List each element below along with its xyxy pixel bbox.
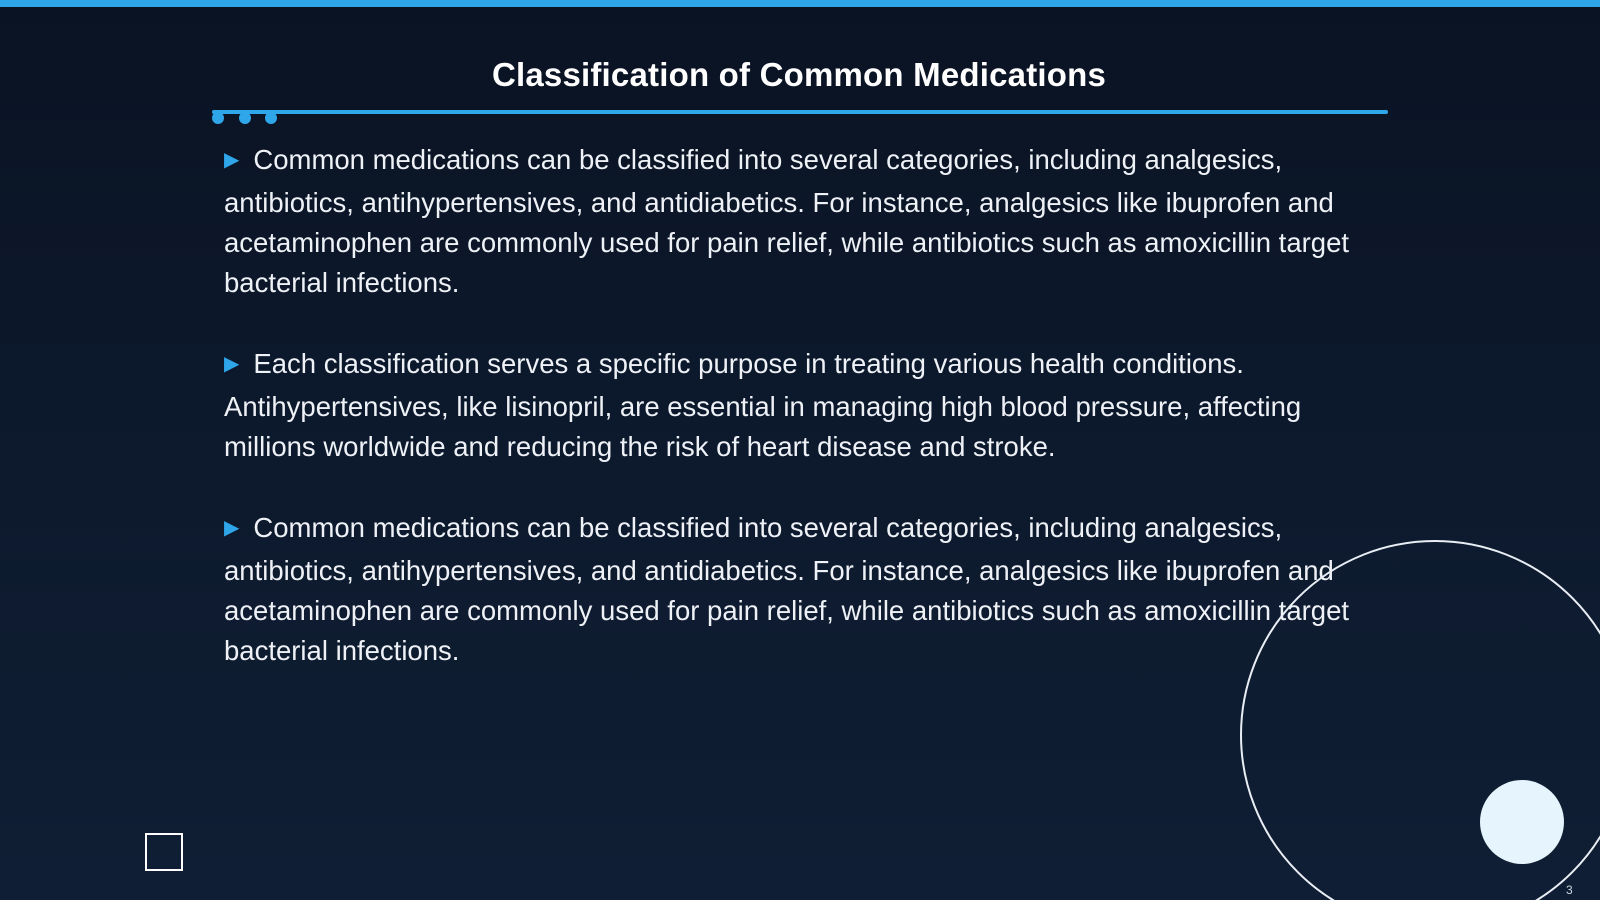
bullet-triangle-icon: ▶ xyxy=(224,149,240,171)
paragraph-text: Common medications can be classified into several categories, including analgesics, antibiotics, antihypertensives, and antidiabetics. For instance, analgesics like ibuprofen and acetaminophen are commonly used for pain relief, while antibiotics such as amoxicillin target bacterial infections. xyxy=(224,144,1350,298)
paragraph-text: Each classification serves a specific purpose in treating various health conditions. Antihypertensives, like lisinopril, are essential in managing high blood pressure, affecting millions worldwide and reducing the risk of heart disease and stroke. xyxy=(224,348,1302,462)
page-number: 3 xyxy=(1566,883,1573,897)
decorative-dot xyxy=(212,112,224,124)
decorative-dot xyxy=(265,112,277,124)
decorative-orb xyxy=(1480,780,1564,864)
bullet-paragraph-1 xyxy=(224,140,1369,303)
decorative-square xyxy=(145,833,183,871)
bullet-triangle-icon: ▶ xyxy=(224,353,240,375)
decorative-dot xyxy=(239,112,251,124)
top-accent-bar xyxy=(0,0,1600,7)
bullet-paragraph-3 xyxy=(224,508,1369,671)
title-underline xyxy=(212,110,1388,114)
paragraph-text: Common medications can be classified into several categories, including analgesics, antibiotics, antihypertensives, and antidiabetics. For instance, analgesics like ibuprofen and acetaminophen are commonly used for pain relief, while antibiotics such as amoxicillin target bacterial infections. xyxy=(224,512,1350,666)
slide-title: Classification of Common Medications xyxy=(491,56,1107,93)
bullet-triangle-icon: ▶ xyxy=(224,517,240,539)
bullet-paragraph-2 xyxy=(224,344,1369,467)
bullet-list xyxy=(224,140,1369,712)
